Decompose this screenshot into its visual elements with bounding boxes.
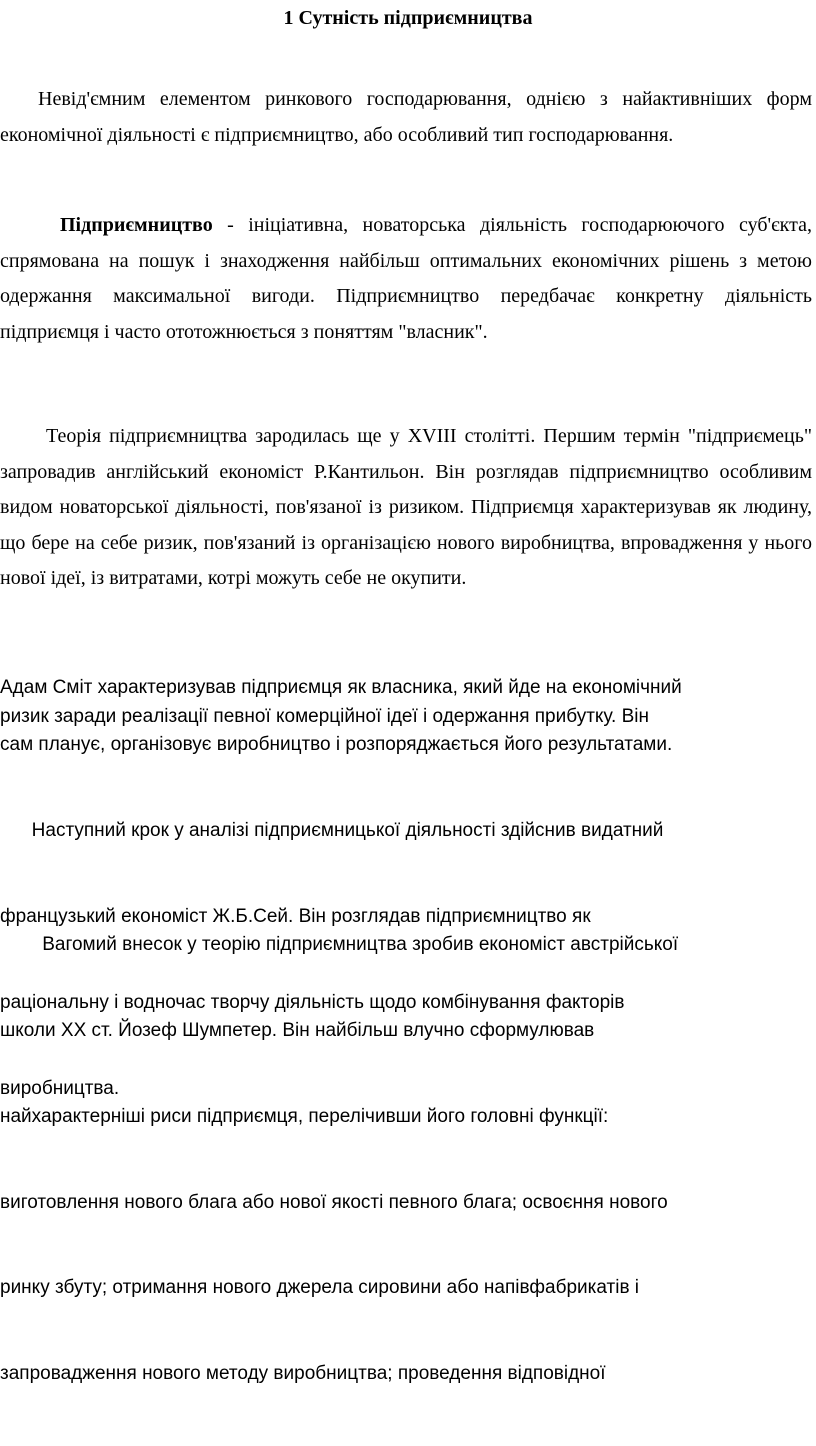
text-line: Адам Сміт характеризував підприємця як власника, який йде на економічний [0, 677, 682, 698]
paragraph-definition-body [0, 208, 812, 350]
text-line: найхарактерніші риси підприємця, перелічивши його головні функції: [0, 1105, 609, 1127]
text-line: ризик заради реалізації певної комерційної ідеї і одержання прибутку. Він [0, 705, 649, 727]
text-line: ринку збуту; отримання нового джерела сировини або напівфабрикатів і [0, 1277, 640, 1299]
text-line: сам планує, організовує виробництво і розпоряджається його результатами. [0, 734, 673, 756]
paragraph-adam-smith [0, 674, 816, 760]
paragraph-intro [0, 82, 812, 153]
paragraph-definition [0, 208, 812, 350]
text-line: школи XX ст. Йозеф Шумпетер. Він найбільш влучно сформулював [0, 1019, 595, 1041]
text-line: Наступний крок у аналізі підприємницької діяльності здійснив видатний [0, 820, 664, 842]
text-line: запровадження нового методу виробництва; проведення відповідної [0, 1363, 606, 1385]
text-line: раціональну і водночас творчу діяльність щодо комбінування факторів [0, 991, 625, 1013]
text-line: виготовлення нового блага або нової якості певного блага; освоєння нового [0, 1191, 668, 1213]
paragraph-theory-origin [0, 419, 812, 597]
text-line: французький економіст Ж.Б.Сей. Він розглядав підприємництво як [0, 905, 591, 927]
definition-term: Підприємництво [60, 214, 213, 236]
document-title: 1 Сутність підприємництва [283, 7, 533, 29]
text-line: Вагомий внесок у теорію підприємництва зробив економіст австрійської [0, 934, 679, 956]
paragraph-schumpeter [0, 874, 816, 1446]
paragraph-intro-text: Невід'ємним елементом ринкового господарювання, однією з найактивніших форм економічної діяльності є підприємництво, або особливий тип господарювання. [0, 88, 812, 146]
paragraph-theory-origin-text: Теорія підприємництва зародилась ще у XVIII столітті. Першим термін "підприємець" запровадив англійський економіст Р.Кантильон. Він розглядав підприємництво особливим видом новаторської діяльності, пов'язаної із ризиком. Підприємця характеризував як людину, що бере на себе ризик, пов'язаний із організацією нового виробництва, впровадження у нього нової ідеї, із витратами, котрі можуть себе не окупити. [0, 425, 812, 589]
definition-text: - ініціативна, новаторська діяльність господарюючого суб'єкта, спрямована на пошук і знаходження найбільш оптимальних економічних рішень з метою одержання максимальної вигоди. Підприємництво передбачає конкретну діяльність підприємця і часто ототожнюється з поняттям "власник". [0, 214, 812, 343]
text-line: виробництва. [0, 1077, 120, 1099]
